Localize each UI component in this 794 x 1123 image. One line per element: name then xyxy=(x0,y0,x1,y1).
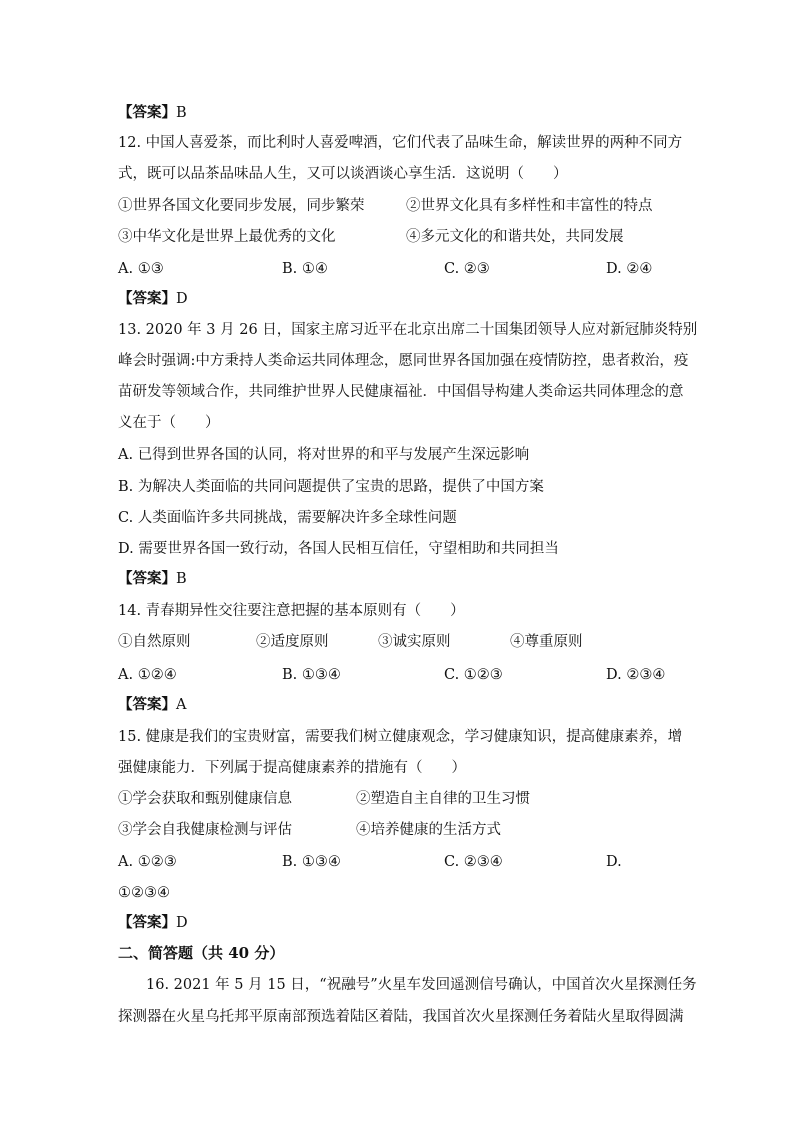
answer-key: B xyxy=(176,105,187,121)
q14-statement-4: ④尊重原则 xyxy=(510,634,583,650)
answer-14 xyxy=(118,696,186,714)
q16-stem-line2: 探测器在火星乌托邦平原南部预选着陆区着陆，我国首次火星探测任务着陆火星取得圆满 xyxy=(118,1009,684,1025)
q14-statement-3: ③诚实原则 xyxy=(378,634,451,650)
q15-option-b: B. ①③④ xyxy=(282,854,341,870)
section-heading: 二、简答题（共 40 分） xyxy=(118,944,285,962)
answer-12 xyxy=(118,290,188,308)
q12-option-d: D. ②④ xyxy=(606,261,653,277)
q12-option-c: C. ②③ xyxy=(444,261,490,277)
q15-stem-line2: 强健康能力．下列属于提高健康素养的措施有（ ） xyxy=(118,760,466,776)
answer-label: 【答案】 xyxy=(118,104,176,121)
q13-stem-line2: 峰会时强调:中方秉持人类命运共同体理念，愿同世界各国加强在疫情防控，患者救治，疫 xyxy=(118,353,689,369)
q14-statement-2: ②适度原则 xyxy=(256,634,329,650)
q12-option-a: A. ①③ xyxy=(118,261,164,277)
answer-label: 【答案】 xyxy=(118,914,176,931)
q14-option-d: D. ②③④ xyxy=(606,667,666,683)
q14-option-a: A. ①②④ xyxy=(118,667,177,683)
answer-key: D xyxy=(176,291,188,307)
q12-statement-1: ①世界各国文化要同步发展，同步繁荣 xyxy=(118,198,365,214)
q15-statement-3: ③学会自我健康检测与评估 xyxy=(118,822,292,838)
answer-label: 【答案】 xyxy=(118,570,176,587)
answer-key: A xyxy=(176,697,187,713)
q13-option-c: C. 人类面临许多共同挑战，需要解决许多全球性问题 xyxy=(118,510,457,526)
q15-option-d-content: ①②③④ xyxy=(118,885,170,901)
q12-statement-2: ②世界文化具有多样性和丰富性的特点 xyxy=(406,198,653,214)
q12-statement-3: ③中华文化是世界上最优秀的文化 xyxy=(118,229,336,245)
q13-stem-line1: 13. 2020 年 3 月 26 日，国家主席习近平在北京出席二十国集团领导人应对新冠肺炎特别 xyxy=(118,322,698,338)
q15-option-c: C. ②③④ xyxy=(444,854,503,870)
q14-option-b: B. ①③④ xyxy=(282,667,341,683)
q15-statement-4: ④培养健康的生活方式 xyxy=(356,822,501,838)
q14-option-c: C. ①②③ xyxy=(444,667,503,683)
q15-statement-2: ②塑造自主自律的卫生习惯 xyxy=(356,791,530,807)
q15-stem-line1: 15. 健康是我们的宝贵财富，需要我们树立健康观念，学习健康知识，提高健康素养，增 xyxy=(118,729,683,745)
answer-key: D xyxy=(176,915,188,931)
answer-key: B xyxy=(176,571,187,587)
q12-option-b: B. ①④ xyxy=(282,261,328,277)
q15-statement-1: ①学会获取和甄别健康信息 xyxy=(118,791,292,807)
q12-stem-line1: 12. 中国人喜爱茶，而比利时人喜爱啤酒，它们代表了品味生命，解读世界的两种不同方 xyxy=(118,135,683,151)
answer-13 xyxy=(118,570,187,588)
q15-option-d: D. xyxy=(606,854,622,870)
q13-option-d: D. 需要世界各国一致行动，各国人民相互信任，守望相助和共同担当 xyxy=(118,541,559,557)
answer-label: 【答案】 xyxy=(118,696,176,713)
answer-label: 【答案】 xyxy=(118,290,176,307)
q12-stem-line2: 式，既可以品茶品味品人生，又可以谈酒谈心享生活．这说明（ ） xyxy=(118,166,568,182)
q13-option-b: B. 为解决人类面临的共同问题提供了宝贵的思路，提供了中国方案 xyxy=(118,479,544,495)
q14-statement-1: ①自然原则 xyxy=(118,634,191,650)
answer-15 xyxy=(118,914,188,932)
q13-option-a: A. 已得到世界各国的认同，将对世界的和平与发展产生深远影响 xyxy=(118,447,530,463)
q12-statement-4: ④多元文化的和谐共处，共同发展 xyxy=(406,229,624,245)
q15-option-a: A. ①②③ xyxy=(118,854,177,870)
q16-stem-line1: 16. 2021 年 5 月 15 日，“祝融号”火星车发回遥测信号确认，中国首次火星探测任务 xyxy=(146,977,697,993)
q13-stem-line3: 苗研发等领域合作，共同维护世界人民健康福祉．中国倡导构建人类命运共同体理念的意 xyxy=(118,384,684,400)
q13-stem-line4: 义在于（ ） xyxy=(118,415,220,431)
answer-11 xyxy=(118,104,187,122)
q14-stem: 14. 青春期异性交往要注意把握的基本原则有（ ） xyxy=(118,603,465,619)
